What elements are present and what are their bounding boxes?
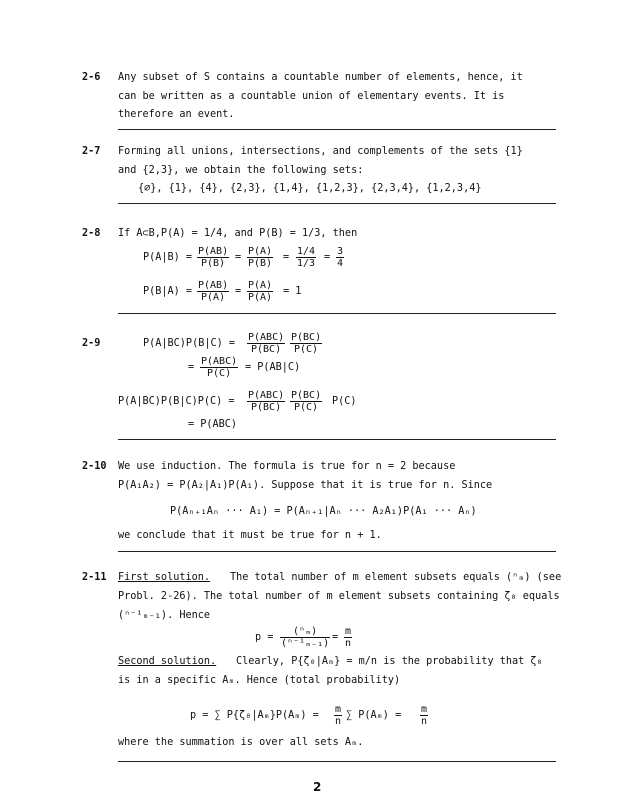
text-line: Any subset of S contains a countable number of elements, hence, it <box>118 72 523 83</box>
fraction: $\frac{m}{n}$ <box>335 704 342 727</box>
fraction: $\frac{P(A)}{P(A)}$ <box>248 280 273 303</box>
problem-number: 2-7 <box>82 146 101 157</box>
fraction: $\frac{1/4}{1/3}$ <box>297 246 316 269</box>
set-list: {∅}, {1}, {4}, {2,3}, {1,4}, {1,2,3}, {2,3,4}, {1,2,3,4} <box>138 183 482 194</box>
fraction: $\frac{\text{(ⁿₘ)}}{\text{(ⁿ⁻¹ₘ₋₁)}}$ <box>281 626 330 649</box>
problem-number: 2-9 <box>82 338 101 349</box>
equation: ∑ P(Aₘ) = <box>346 710 402 721</box>
equals-sign: = <box>332 632 339 643</box>
equals-sign: = <box>283 252 290 263</box>
section-divider <box>118 439 556 440</box>
fraction: P(ABC) P(BC) <box>248 390 285 413</box>
section-divider <box>118 551 556 552</box>
equals-sign: = <box>235 286 242 297</box>
equation: p = ∑ P{ζ₀|Aₘ}P(Aₘ) = <box>190 710 319 721</box>
section-divider <box>118 203 556 204</box>
fraction: $\frac{m}{n}$ <box>421 704 428 727</box>
equation-result: = 1 <box>283 286 302 297</box>
first-solution-label: First solution. <box>118 572 211 583</box>
equation-lhs: P(B|A) = <box>143 286 193 297</box>
page-number: 2 <box>313 780 322 794</box>
fraction: $\frac{P(BC)}{P(C)}$ <box>291 390 322 413</box>
equation-lhs: P(A|BC)P(B|C)P(C) = <box>118 396 235 407</box>
fraction: P(ABC) P(BC) <box>248 332 285 355</box>
section-divider <box>118 313 556 314</box>
equation-term: P(C) <box>332 396 357 407</box>
equation-lhs: P(A|BC)P(B|C) = <box>143 338 236 349</box>
fraction: $\frac{3}{4}$ <box>337 246 344 269</box>
problem-number: 2-11 <box>82 572 107 583</box>
text-line: P(A₁A₂) = P(A₂|A₁)P(A₁). Suppose that it is true for n. Since <box>118 480 493 491</box>
text-line: We use induction. The formula is true for n = 2 because <box>118 461 456 472</box>
text-line: If A⊂B,P(A) = 1/4, and P(B) = 1/3, then <box>118 228 358 239</box>
fraction: $\frac{P(AB)}{P(B)}$ <box>198 246 229 269</box>
text-line: where the summation is over all sets Aₘ. <box>118 737 364 748</box>
text-line: we conclude that it must be true for n + 1. <box>118 530 382 541</box>
second-solution-label: Second solution. <box>118 656 217 667</box>
text-line: Forming all unions, intersections, and complements of the sets {1} <box>118 146 523 157</box>
problem-number: 2-6 <box>82 72 101 83</box>
equation-result: = P(AB|C) <box>245 362 301 373</box>
equals-sign: = <box>235 252 242 263</box>
section-divider <box>118 761 556 762</box>
text-line: is in a specific Aₘ. Hence (total probability) <box>118 675 401 686</box>
section-divider <box>118 129 556 130</box>
equation-lhs: P(A|B) = <box>143 252 193 263</box>
fraction: P(ABC) P(C) <box>201 356 238 379</box>
equals-sign: = <box>188 362 195 373</box>
equation-lhs: p = <box>255 632 274 643</box>
equation: P(Aₙ₊₁Aₙ ··· A₁) = P(Aₙ₊₁|Aₙ ··· A₂A₁)P(A₁ ··· Aₙ) <box>170 506 477 517</box>
fraction: $\frac{P(AB)}{P(A)}$ <box>198 280 229 303</box>
fraction: $\frac{P(BC)}{P(C)}$ <box>291 332 322 355</box>
text-line: Probl. 2-26). The total number of m element subsets containing ζ₀ equals <box>118 591 560 602</box>
equation-result: = P(ABC) <box>188 419 238 430</box>
text-line: Clearly, P{ζ₀|Aₘ} = m/n is the probability that ζ₀ <box>236 656 543 667</box>
problem-number: 2-8 <box>82 228 101 239</box>
text-line: and {2,3}, we obtain the following sets: <box>118 165 364 176</box>
text-line: therefore an event. <box>118 109 235 120</box>
text-line: The total number of m element subsets equals (ⁿₘ) (see <box>230 572 562 583</box>
equals-sign: = <box>324 252 331 263</box>
text-line: can be written as a countable union of elementary events. It is <box>118 91 505 102</box>
fraction: $\frac{P(A)}{P(B)}$ <box>248 246 273 269</box>
problem-number: 2-10 <box>82 461 107 472</box>
fraction: $\frac{m}{n}$ <box>345 626 352 649</box>
text-line: (ⁿ⁻¹ₘ₋₁). Hence <box>118 610 211 621</box>
